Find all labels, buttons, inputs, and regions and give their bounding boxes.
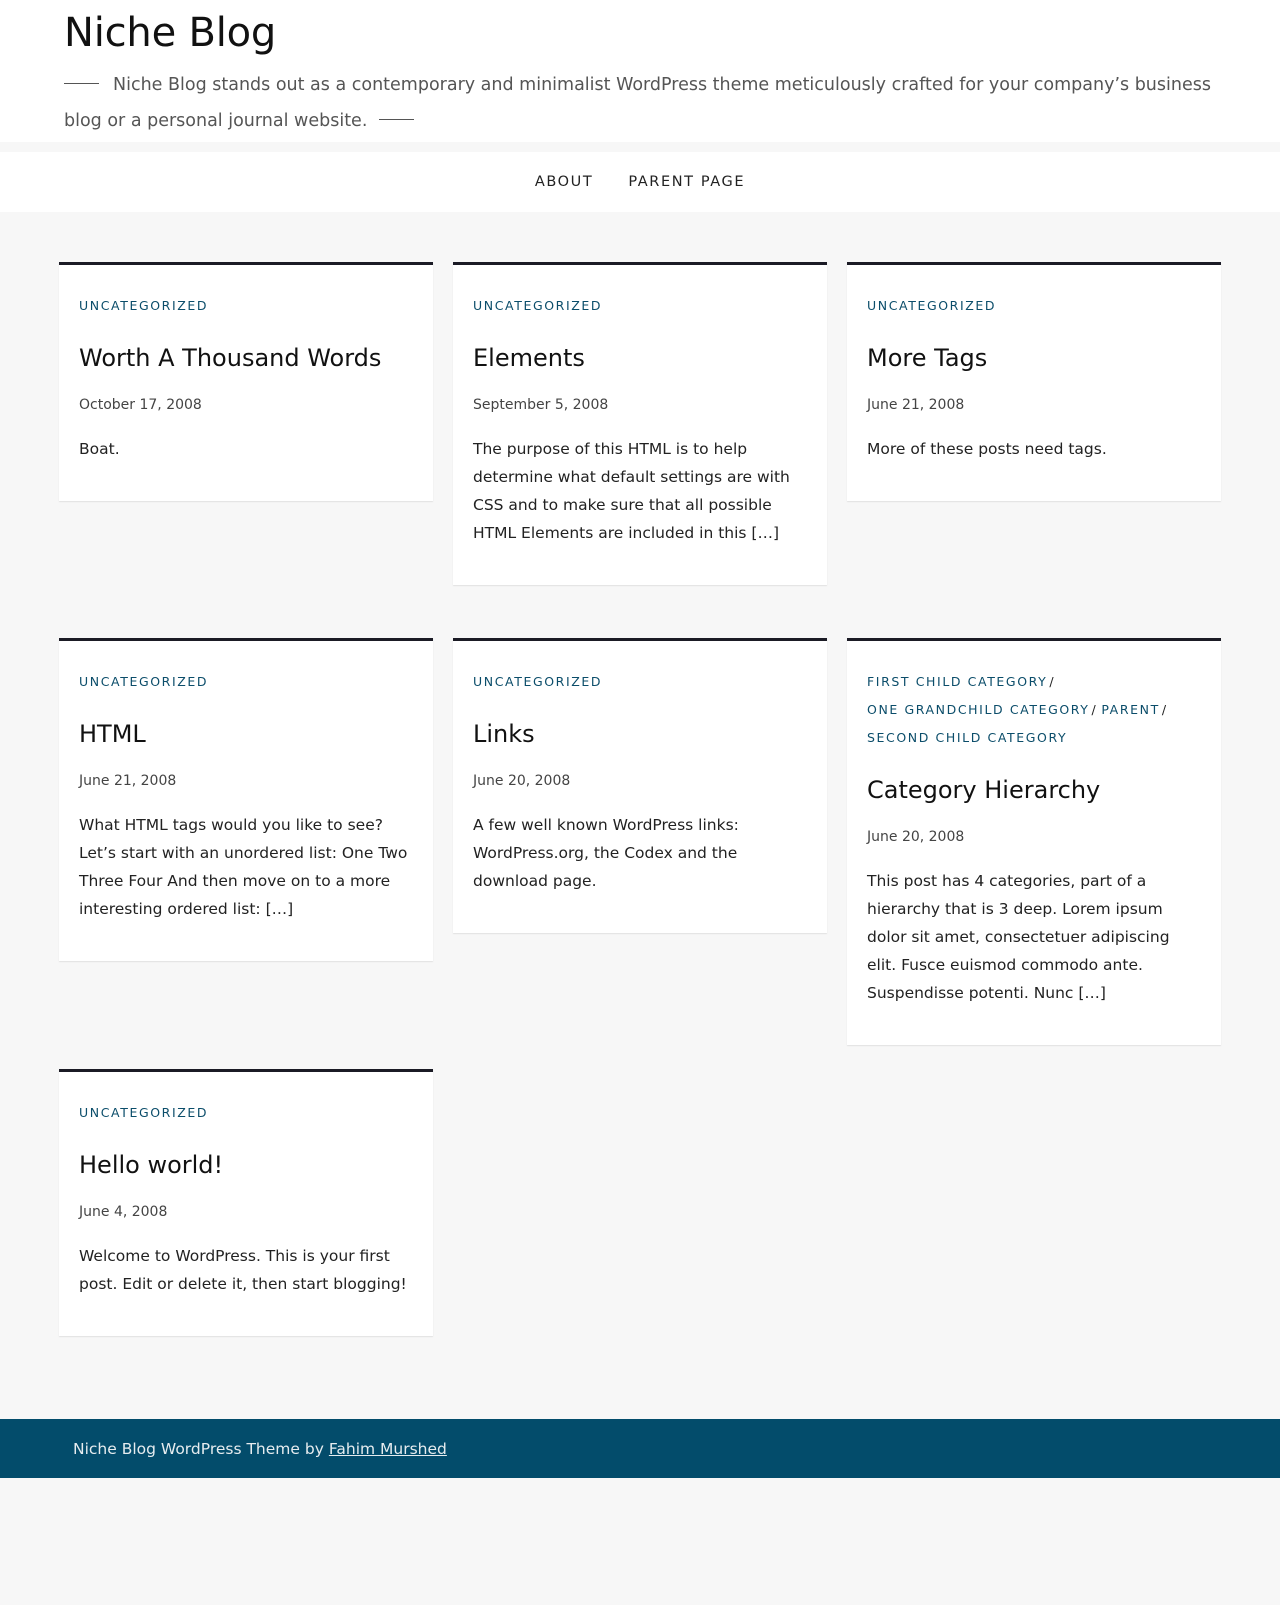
site-header xyxy=(0,0,1280,142)
post-categories xyxy=(79,292,413,320)
post-title[interactable]: Category Hierarchy xyxy=(867,776,1101,804)
category-link[interactable]: UNCATEGORIZED xyxy=(79,674,209,689)
site-title[interactable]: Niche Blog xyxy=(64,10,277,56)
site-footer xyxy=(0,1419,1280,1478)
post-card xyxy=(453,262,827,585)
post-categories xyxy=(473,292,807,320)
post-card xyxy=(847,262,1221,501)
post-card xyxy=(453,638,827,933)
post-excerpt: More of these posts need tags. xyxy=(867,440,1107,458)
tagline-text: Niche Blog stands out as a contemporary and minimalist WordPress theme meticulously crafted for your company’s business blog or a personal journal website. xyxy=(64,75,1211,131)
post-categories xyxy=(867,668,1201,752)
post-date[interactable]: June 4, 2008 xyxy=(79,1204,168,1220)
footer-author-link[interactable]: Fahim Murshed xyxy=(328,1439,447,1458)
post-categories xyxy=(867,292,1201,320)
post-categories xyxy=(473,668,807,696)
post-title[interactable]: Hello world! xyxy=(79,1151,224,1179)
post-title[interactable]: Links xyxy=(473,720,535,748)
posts-grid xyxy=(0,212,1280,1419)
category-separator: / xyxy=(1049,674,1056,689)
footer-credit-text: Niche Blog WordPress Theme by xyxy=(73,1439,324,1458)
post-title[interactable]: HTML xyxy=(79,720,146,748)
nav-item-parent-page[interactable]: PARENT PAGE xyxy=(628,174,746,190)
tagline-rule-left xyxy=(64,83,99,84)
nav-item-about[interactable]: ABOUT xyxy=(534,174,594,190)
category-link-parent[interactable]: PARENT xyxy=(1101,702,1160,717)
category-separator: / xyxy=(1161,702,1168,717)
post-card xyxy=(59,262,433,501)
post-title[interactable]: Worth A Thousand Words xyxy=(79,344,382,372)
post-card xyxy=(59,638,433,961)
post-card xyxy=(59,1069,433,1336)
post-date[interactable]: June 21, 2008 xyxy=(867,397,965,413)
site-tagline xyxy=(64,67,1219,139)
post-categories xyxy=(79,668,413,696)
category-link[interactable]: UNCATEGORIZED xyxy=(473,298,603,313)
category-link[interactable]: UNCATEGORIZED xyxy=(867,298,997,313)
primary-nav xyxy=(0,152,1280,212)
category-link-second-child[interactable]: SECOND CHILD CATEGORY xyxy=(867,730,1068,745)
category-link[interactable]: UNCATEGORIZED xyxy=(79,298,209,313)
post-date[interactable]: September 5, 2008 xyxy=(473,397,609,413)
category-link[interactable]: UNCATEGORIZED xyxy=(473,674,603,689)
post-title[interactable]: More Tags xyxy=(867,344,988,372)
category-link[interactable]: UNCATEGORIZED xyxy=(79,1105,209,1120)
post-excerpt: A few well known WordPress links: WordPress.org, the Codex and the download page. xyxy=(473,816,739,890)
category-separator: / xyxy=(1091,702,1098,717)
post-categories xyxy=(79,1099,413,1127)
post-excerpt: Boat. xyxy=(79,440,120,458)
post-excerpt: This post has 4 categories, part of a hierarchy that is 3 deep. Lorem ipsum dolor sit amet, consectetuer adipiscing elit. Fusce euismod commodo ante. Suspendisse potenti. Nunc […] xyxy=(867,872,1170,1002)
post-excerpt: The purpose of this HTML is to help determine what default settings are with CSS and to make sure that all possible HTML Elements are included in this […] xyxy=(473,440,790,542)
post-card xyxy=(847,638,1221,1045)
post-date[interactable]: June 21, 2008 xyxy=(79,773,177,789)
post-excerpt: What HTML tags would you like to see? Let’s start with an unordered list: One Two Three Four And then move on to a more interesting ordered list: […] xyxy=(79,816,408,918)
post-title[interactable]: Elements xyxy=(473,344,585,372)
post-date[interactable]: October 17, 2008 xyxy=(79,397,202,413)
post-date[interactable]: June 20, 2008 xyxy=(867,829,965,845)
tagline-rule-right xyxy=(379,119,414,120)
post-excerpt: Welcome to WordPress. This is your first post. Edit or delete it, then start blogging! xyxy=(79,1247,407,1293)
post-date[interactable]: June 20, 2008 xyxy=(473,773,571,789)
category-link-one-grandchild[interactable]: ONE GRANDCHILD CATEGORY xyxy=(867,702,1090,717)
category-link-first-child[interactable]: FIRST CHILD CATEGORY xyxy=(867,674,1048,689)
